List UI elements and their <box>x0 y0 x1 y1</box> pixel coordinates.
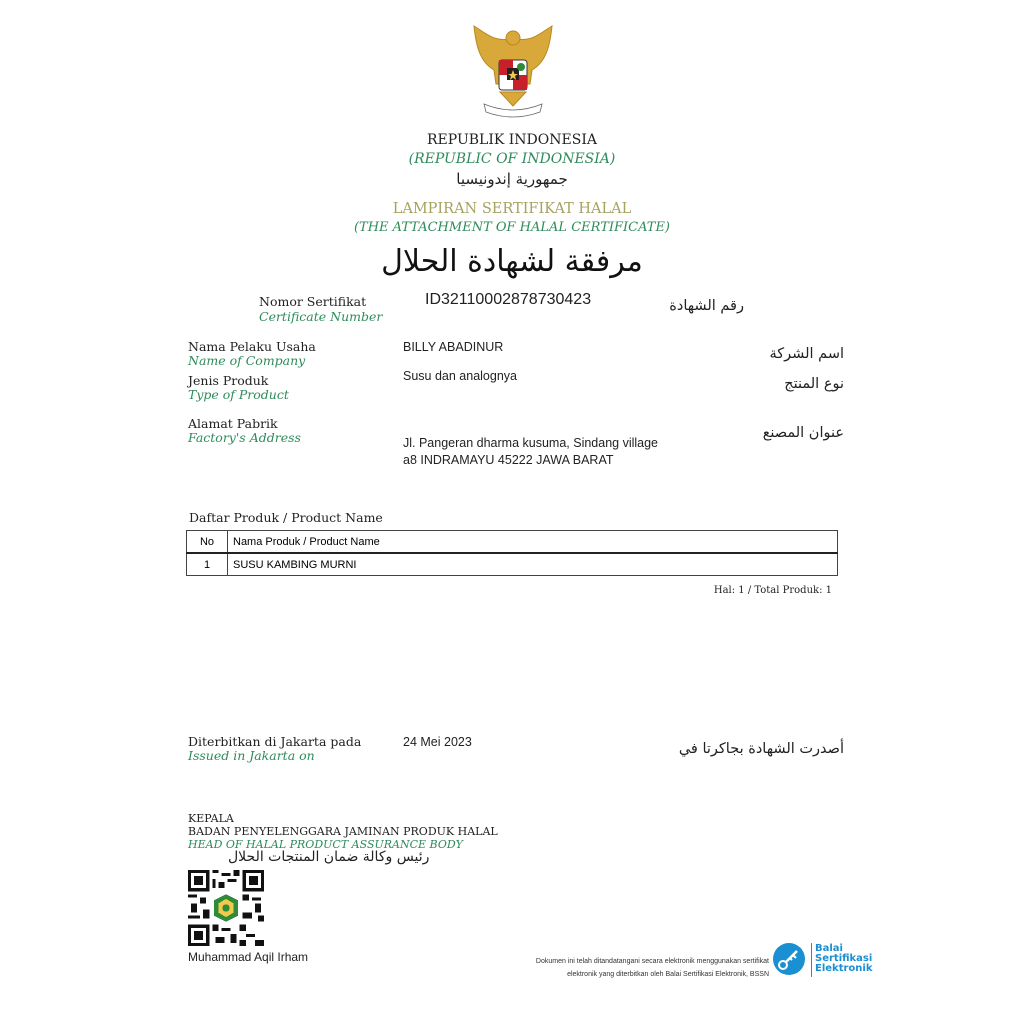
signatory-body-ar: رئيس وكالة ضمان المنتجات الحلال <box>228 849 430 865</box>
product-pagination: Hal: 1 / Total Produk: 1 <box>713 585 832 596</box>
country-title: REPUBLIK INDONESIA <box>427 132 597 148</box>
bsre-key-logo-icon <box>772 942 806 976</box>
table-row <box>187 553 838 576</box>
document-title: LAMPIRAN SERTIFIKAT HALAL <box>392 201 632 217</box>
issued-date: 24 Mei 2023 <box>403 735 472 749</box>
document-title-ar: مرفقة لشهادة الحلال <box>381 244 643 279</box>
product-type-label-ar: نوع المنتج <box>784 376 844 392</box>
e-signature-disclaimer <box>536 955 769 981</box>
factory-address-label-ar: عنوان المصنع <box>762 425 844 441</box>
company-name-value: BILLY ABADINUR <box>403 340 504 354</box>
factory-address-label-en: Factory's Address <box>188 430 301 445</box>
table-header-row <box>187 531 838 554</box>
product-type-label: Jenis Produk <box>188 373 269 388</box>
bsre-text-line-2: Sertifikasi <box>815 953 873 964</box>
certificate-number-value: ID32110002878730423 <box>425 291 592 308</box>
signatory-position: KEPALA <box>188 812 234 825</box>
bsre-logo-text <box>815 944 872 974</box>
disclaimer-line-2: elektronik yang diterbitkan oleh Balai Sertifikasi Elektronik, BSSN <box>567 971 769 978</box>
product-no: 1 <box>187 553 228 576</box>
company-name-label-en: Name of Company <box>188 353 306 368</box>
certificate-number-label-en: Certificate Number <box>259 309 383 324</box>
issued-label: Diterbitkan di Jakarta pada <box>188 734 362 749</box>
bsre-text-line-1: Balai <box>815 943 843 954</box>
bsre-divider <box>811 943 812 977</box>
issued-label-ar: أصدرت الشهادة بجاكرتا في <box>678 741 844 757</box>
garuda-emblem-icon <box>466 24 560 120</box>
factory-address-label: Alamat Pabrik <box>188 416 278 431</box>
document-title-en: (THE ATTACHMENT OF HALAL CERTIFICATE) <box>353 220 671 235</box>
column-header-product-name: Nama Produk / Product Name <box>228 531 838 554</box>
product-table <box>186 530 838 576</box>
country-title-ar: جمهورية إندونيسيا <box>456 170 568 188</box>
signatory-body-en: HEAD OF HALAL PRODUCT ASSURANCE BODY <box>188 838 463 851</box>
column-header-no: No <box>187 531 228 554</box>
factory-address-line1: Jl. Pangeran dharma kusuma, Sindang village <box>403 436 659 450</box>
certificate-number-label: Nomor Sertifikat <box>259 294 367 309</box>
country-title-en: (REPUBLIC OF INDONESIA) <box>408 151 616 167</box>
product-type-label-en: Type of Product <box>188 387 289 402</box>
certificate-number-label-ar: رقم الشهادة <box>669 298 744 314</box>
qr-code-icon <box>188 870 264 946</box>
bsre-text-line-3: Elektronik <box>815 963 873 974</box>
factory-address-line2: a8 INDRAMAYU 45222 JAWA BARAT <box>403 453 614 467</box>
product-name: SUSU KAMBING MURNI <box>228 553 838 576</box>
issued-label-en: Issued in Jakarta on <box>188 748 315 763</box>
product-list-title: Daftar Produk / Product Name <box>189 510 383 525</box>
signatory-name: Muhammad Aqil Irham <box>188 950 309 964</box>
signatory-body: BADAN PENYELENGGARA JAMINAN PRODUK HALAL <box>188 825 498 838</box>
product-type-value: Susu dan analognya <box>403 369 517 383</box>
company-name-label-ar: اسم الشركة <box>769 346 844 362</box>
company-name-label: Nama Pelaku Usaha <box>188 339 316 354</box>
disclaimer-line-1: Dokumen ini telah ditandatangani secara elektronik menggunakan sertifikat <box>535 958 769 965</box>
